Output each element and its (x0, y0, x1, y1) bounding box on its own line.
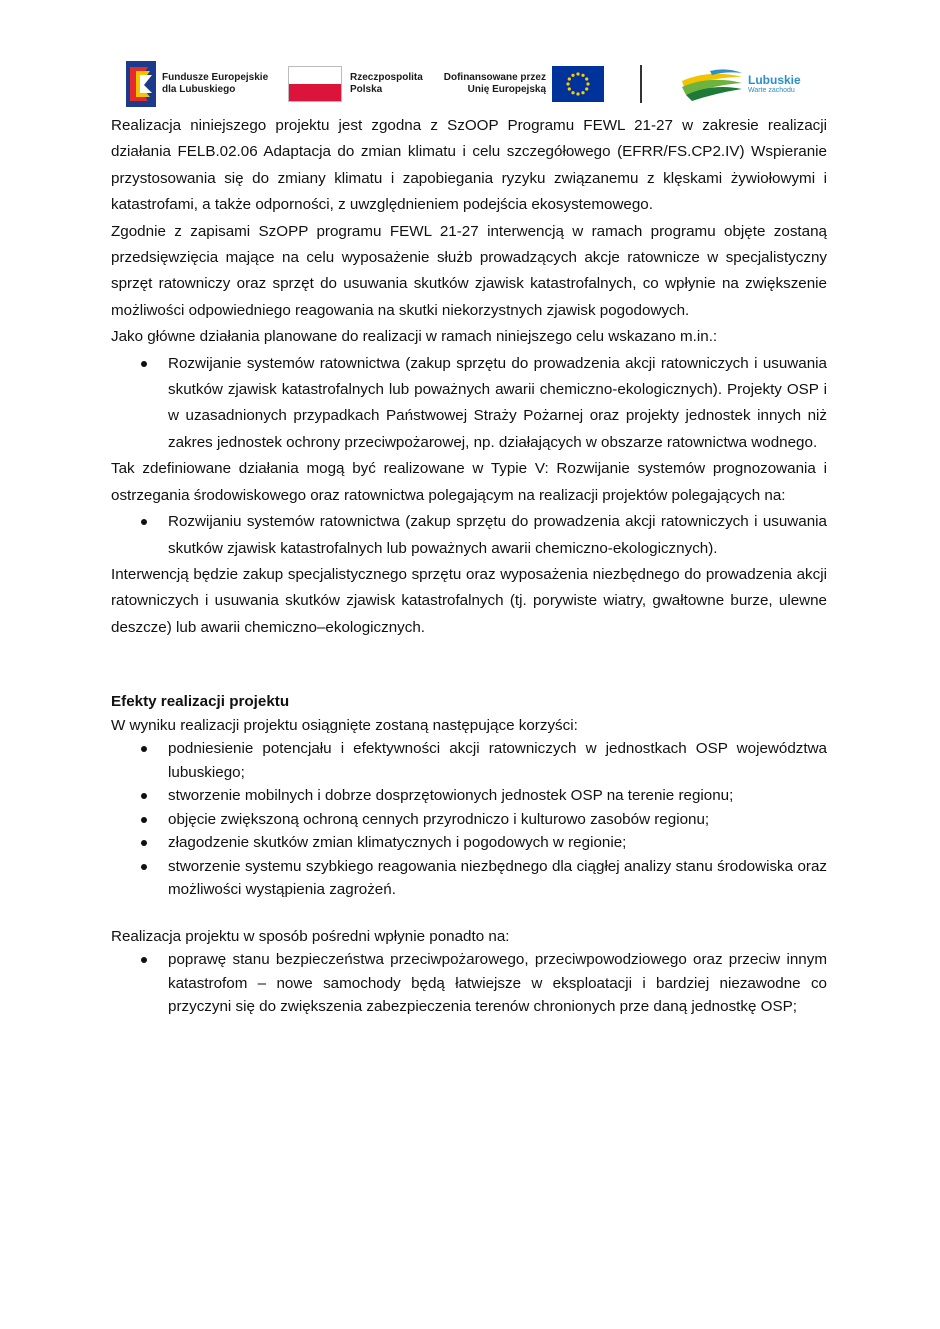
bullet-icon (141, 817, 147, 823)
main-actions-list (111, 351, 827, 457)
logo-rp-line1: Rzeczpospolita (350, 72, 423, 83)
logo-lubuskie (680, 67, 801, 101)
list-item-text: złagodzenie skutków zmian klimatycznych i pogodowych w regionie; (168, 834, 627, 852)
logo-eu-line1: Dofinansowane przez (443, 72, 546, 83)
document-body (111, 113, 827, 1019)
logo-fundusze-europejskie (126, 61, 272, 107)
fundusze-europejskie-icon (126, 61, 156, 107)
list-item-text: objęcie zwiększoną ochroną cennych przyrodniczo i kulturowo zasobów regionu; (168, 810, 710, 828)
list-item (111, 808, 827, 832)
logo-fundusze-text (162, 72, 272, 96)
logo-eu-line2: Unię Europejską (467, 84, 546, 95)
polish-flag-icon (288, 66, 342, 102)
intro-paragraph-3: Jako główne działania planowane do realizacji w ramach niniejszego celu wskazano m.in.: (111, 328, 718, 346)
logo-lubuskie-name: Lubuskie (748, 72, 801, 87)
effects-heading: Efekty realizacji projektu (111, 693, 290, 711)
list-item-text: Rozwijanie systemów ratownictwa (zakup sprzętu do prowadzenia akcji ratowniczych i usuwania skutków zjawisk katastrofalnych lub poważnych awarii chemiczno-ekologicznych). Projekty OSP i w uzasadnionych przypadkach Państwowej Straży Pożarnej oraz projekty jednostek innych niż zakres jednostek ochrony przeciwpożarowej, np. działających w obszarze ratownictwa wodnego. (168, 354, 827, 451)
effects-list (111, 737, 827, 902)
list-item-text: podniesienie potencjału i efektywności akcji ratowniczych w jednostkach OSP województwa lubuskiego; (168, 740, 827, 781)
logo-bar (126, 56, 826, 112)
logo-rzeczpospolita (288, 66, 436, 102)
bullet-icon (141, 519, 147, 525)
logo-lubuskie-text (748, 74, 801, 95)
bullet-icon (141, 361, 147, 367)
indirect-intro: Realizacja projektu w sposób pośredni wpłynie ponadto na: (111, 927, 510, 945)
logo-lubuskie-tagline: Warte zachodu (748, 86, 795, 94)
list-item-text: stworzenie systemu szybkiego reagowania niezbędnego dla ciągłej analizy stanu środowiska oraz możliwości wystąpienia zagrożeń. (168, 857, 827, 899)
list-item (111, 831, 827, 855)
intro-paragraph-1: Realizacja niniejszego projektu jest zgodna z SzOOP Programu FEWL 21-27 w zakresie realizacji działania FELB.02.06 Adaptacja do zmian klimatu i celu szczegółowego (EFRR/FS.CP2.IV) Wspieranie przystosowania się do zmiany klimatu i zapobiegania ryzyku związanemu z klęskami żywiołowymi i katastrofami, a także odporności, z uwzględnieniem podejścia ekosystemowego. (111, 117, 827, 214)
logo-rp-line2: Polska (350, 84, 383, 95)
bullet-icon (141, 864, 147, 870)
indirect-section (111, 925, 827, 1019)
lubuskie-icon (680, 67, 744, 101)
logo-eu-text (442, 72, 546, 96)
effects-section (111, 690, 827, 902)
effects-intro: W wyniku realizacji projektu osiągnięte zostaną następujące korzyści: (111, 716, 578, 734)
bullet-icon (141, 746, 147, 752)
list-item (111, 855, 827, 902)
logo-fundusze-line2: dla Lubuskiego (162, 84, 236, 95)
bullet-icon (141, 793, 147, 799)
logo-unia-europejska (442, 66, 604, 102)
intro-paragraph-2: Zgodnie z zapisami SzOPP programu FEWL 21-27 interwencją w ramach programu objęte zostaną przedsięwzięcia mające na celu wyposażenie służb prowadzących akcje ratownicze w specjalistyczny sprzęt ratowniczy oraz sprzęt do usuwania skutków zjawisk katastrofalnych, co wpłynie na zwiększenie możliwości odpowiedniego reagowania na skutki niekorzystnych zjawisk pogodowych. (111, 222, 827, 319)
list-item-text: Rozwijaniu systemów ratownictwa (zakup sprzętu do prowadzenia akcji ratowniczych i usuwania skutków zjawisk katastrofalnych lub poważnych awarii chemiczno-ekologicznych). (168, 513, 827, 557)
bullet-icon (141, 957, 147, 963)
type-v-paragraph: Tak zdefiniowane działania mogą być realizowane w Typie V: Rozwijanie systemów prognozowania i ostrzegania środowiskowego oraz ratownictwa polegającym na realizacji projektów polegających na: (111, 460, 827, 504)
list-item-text: poprawę stanu bezpieczeństwa przeciwpożarowego, przeciwpowodziowego oraz przeciw innym katastrofom – nowe samochody będą łatwiejsze w eksploatacji i bardziej niezawodne co przyczyni się do zwiększenia zabezpieczenia terenów chronionych prze daną jednostkę OSP; (168, 951, 827, 1016)
list-item-text: stworzenie mobilnych i dobrze dosprzętowionych jednostek OSP na terenie regionu; (168, 787, 734, 805)
logo-rzeczpospolita-text (350, 72, 436, 96)
list-item (111, 737, 827, 784)
list-item (111, 784, 827, 808)
indirect-list (111, 948, 827, 1019)
type-v-list (111, 509, 827, 562)
logo-divider (640, 65, 642, 103)
list-item (111, 948, 827, 1019)
eu-flag-icon (552, 66, 604, 102)
intervention-paragraph: Interwencją będzie zakup specjalistycznego sprzętu oraz wyposażenia niezbędnego do prowadzenia akcji ratowniczych i usuwania skutków zjawisk katastrofalnych (tj. porywiste wiatry, gwałtowne burze, ulewne deszcze) lub awarii chemiczno–ekologicznych. (111, 565, 827, 636)
bullet-icon (141, 840, 147, 846)
logo-fundusze-line1: Fundusze Europejskie (162, 72, 269, 83)
list-item (111, 509, 827, 562)
list-item (111, 351, 827, 457)
